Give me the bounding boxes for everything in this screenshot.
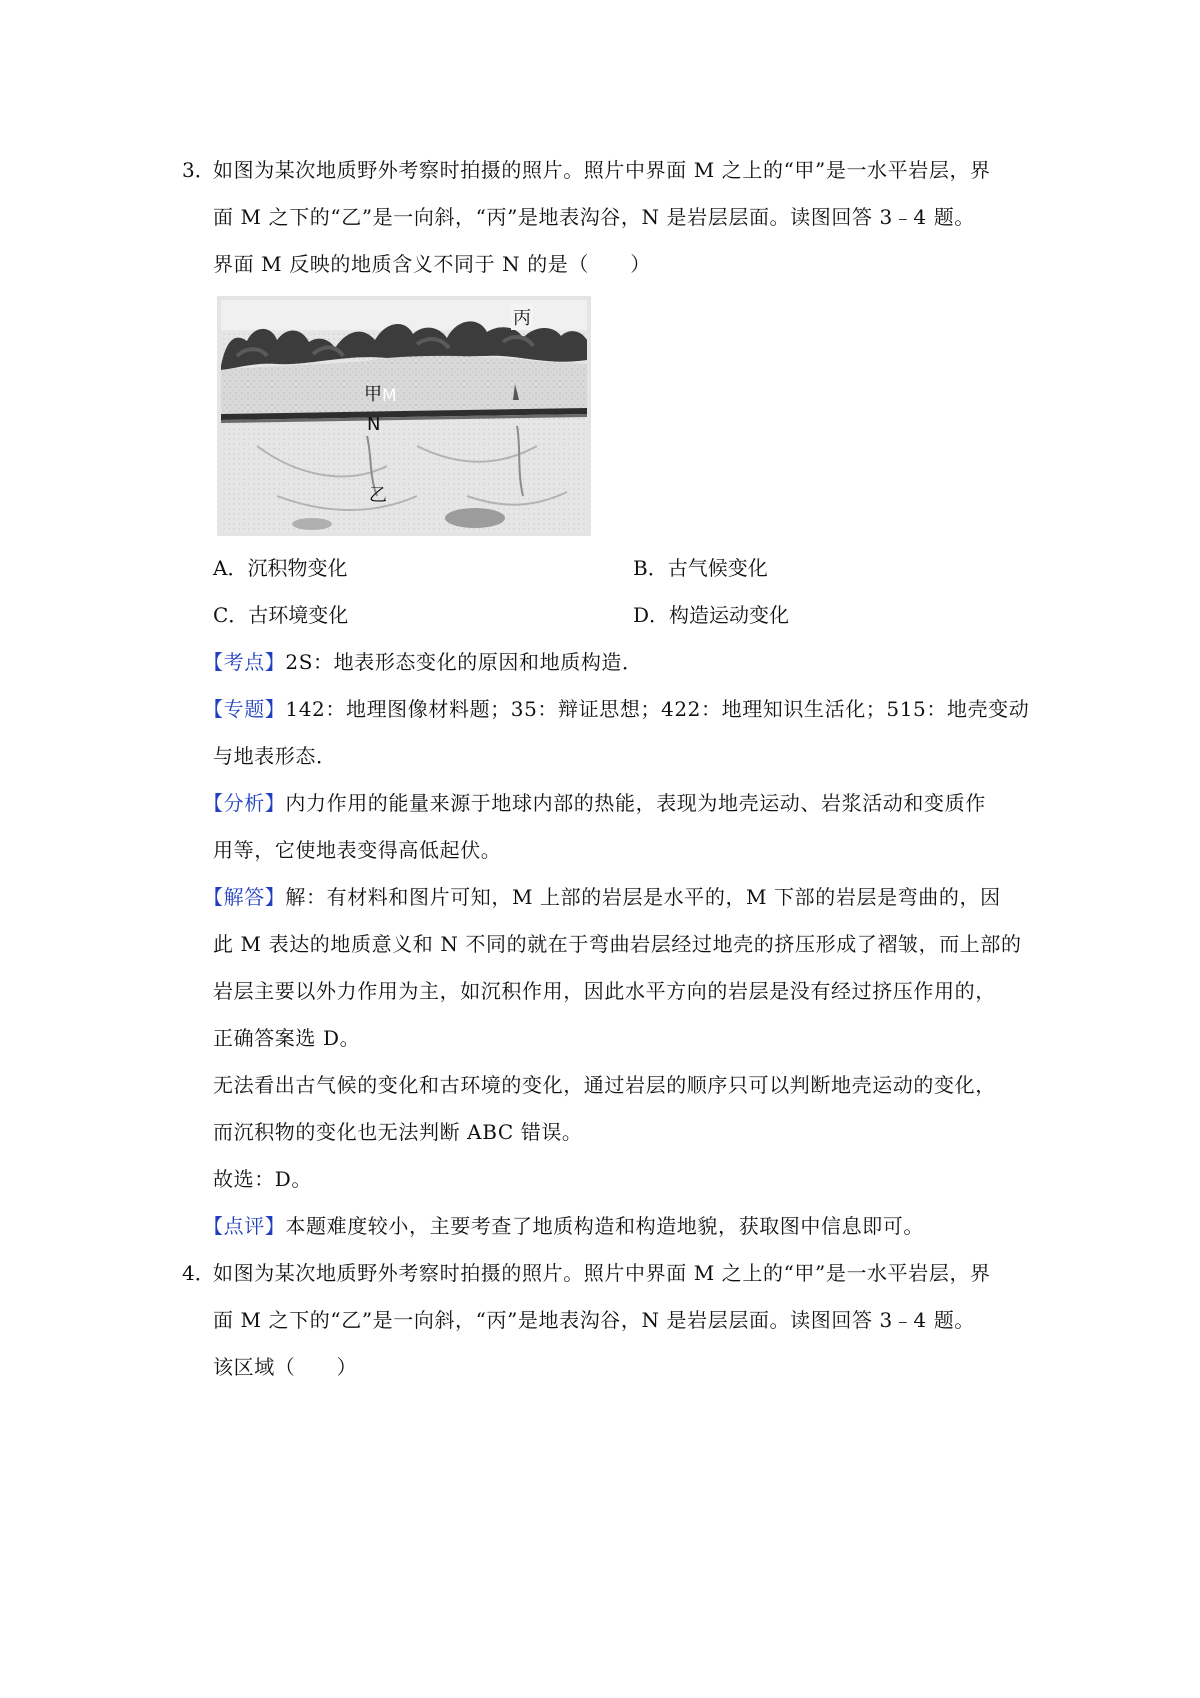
- zhuanti-tag: 【专题】: [203, 697, 286, 721]
- zhuanti-line2: 与地表形态．: [213, 744, 337, 768]
- kaodian-tag: 【考点】: [203, 650, 286, 674]
- jieda-line7: 故选：D。: [213, 1167, 313, 1191]
- kaodian-line: [203, 649, 643, 675]
- fenxi-line1: [203, 790, 986, 816]
- jieda-line2: 此 M 表达的地质意义和 N 不同的就在于弯曲岩层经过地壳的挤压形成了褶皱，而上部的: [213, 932, 1022, 956]
- question-4-stem-line2: 面 M 之下的“乙”是一向斜，“丙”是地表沟谷，N 是岩层层面。读图回答 3﹣4 题。: [213, 1308, 975, 1332]
- geology-photo: [217, 296, 591, 536]
- geology-photo-image: [217, 296, 591, 536]
- option-b: B．古气候变化: [633, 556, 768, 580]
- option-d: D．构造运动变化: [633, 603, 790, 627]
- label-jia: 甲: [364, 384, 382, 405]
- question-3-number: 3．: [182, 158, 215, 182]
- question-3-stem-line1: 如图为某次地质野外考察时拍摄的照片。照片中界面 M 之上的“甲”是一水平岩层，界: [213, 158, 991, 182]
- jieda-tag: 【解答】: [203, 885, 286, 909]
- option-c: C．古环境变化: [213, 603, 349, 627]
- jieda-line3: 岩层主要以外力作用为主，如沉积作用，因此水平方向的岩层是没有经过挤压作用的，: [213, 979, 996, 1003]
- label-n: N: [367, 414, 381, 435]
- dianping-line: [203, 1213, 924, 1239]
- jieda-text1: 解：有材料和图片可知，M 上部的岩层是水平的，M 下部的岩层是弯曲的，因: [285, 885, 1001, 909]
- question-3-stem-line2: 面 M 之下的“乙”是一向斜，“丙”是地表沟谷，N 是岩层层面。读图回答 3﹣4 题。: [213, 205, 975, 229]
- fenxi-tag: 【分析】: [203, 791, 286, 815]
- question-4-stem-line3: 该区域（ ）: [213, 1355, 358, 1379]
- question-3-stem-line3: 界面 M 反映的地质含义不同于 N 的是（ ）: [213, 252, 651, 276]
- fenxi-text1: 内力作用的能量来源于地球内部的热能，表现为地壳运动、岩浆活动和变质作: [285, 791, 986, 815]
- dianping-text: 本题难度较小，主要考查了地质构造和构造地貌，获取图中信息即可。: [285, 1214, 925, 1238]
- question-4-stem-line1: 如图为某次地质野外考察时拍摄的照片。照片中界面 M 之上的“甲”是一水平岩层，界: [213, 1261, 991, 1285]
- label-m: M: [382, 386, 397, 406]
- label-bing: 丙: [511, 304, 533, 330]
- option-a: A．沉积物变化: [213, 556, 348, 580]
- dianping-tag: 【点评】: [203, 1214, 286, 1238]
- jieda-line1: [203, 884, 1001, 910]
- label-yi: 乙: [369, 485, 387, 506]
- jieda-line5: 无法看出古气候的变化和古环境的变化，通过岩层的顺序只可以判断地壳运动的变化，: [213, 1073, 996, 1097]
- jieda-line4: 正确答案选 D。: [213, 1026, 361, 1050]
- zhuanti-text1: 142：地理图像材料题；35：辩证思想；422：地理知识生活化；515：地壳变动: [285, 697, 1030, 721]
- fenxi-line2: 用等，它使地表变得高低起伏。: [213, 838, 502, 862]
- jieda-line6: 而沉积物的变化也无法判断 ABC 错误。: [213, 1120, 583, 1144]
- zhuanti-line1: [203, 696, 1029, 722]
- kaodian-text: 2S：地表形态变化的原因和地质构造．: [285, 650, 643, 674]
- question-4-number: 4．: [182, 1261, 215, 1285]
